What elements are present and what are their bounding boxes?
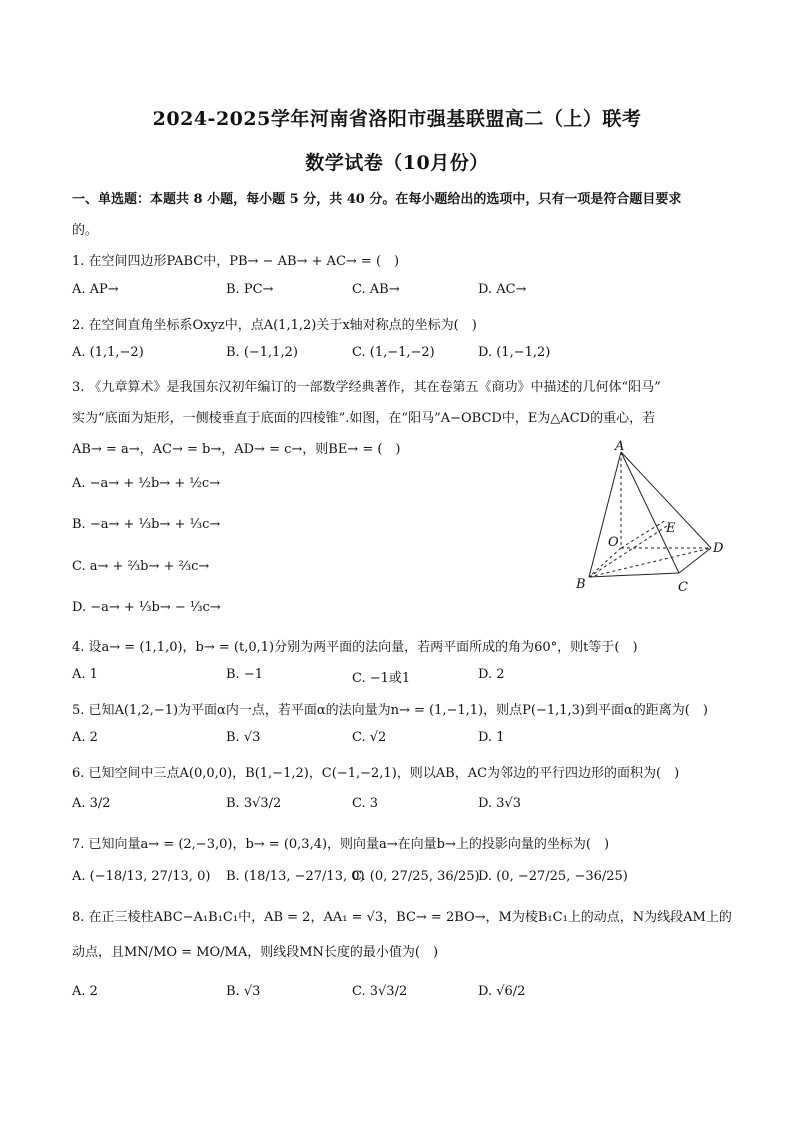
q3-stem-line1: 3. 《九章算术》是我国东汉初年编订的一部数学经典著作，其在卷第五《商功》中描述的几何体“阳马” xyxy=(72,380,661,395)
q4-option-b: B. −1 xyxy=(226,667,263,682)
q2-option-d: D. (1,−1,2) xyxy=(478,345,551,360)
q3-option-c: C. a→ + ⅔b→ + ⅔c→ xyxy=(72,559,210,574)
q4-option-d: D. 2 xyxy=(478,667,505,682)
q6-stem: 6. 已知空间中三点A(0,0,0)，B(1,−1,2)，C(−1,−2,1)，则以AB，AC为邻边的平行四边形的面积为( ) xyxy=(72,766,680,781)
label-a: A xyxy=(615,440,625,454)
q4-stem: 4. 设a→ = (1,1,0)，b→ = (t,0,1)分别为两平面的法向量，若两平面所成的角为60°，则t等于( ) xyxy=(72,640,638,655)
q5-option-b: B. √3 xyxy=(226,730,261,745)
q7-option-d: D. (0, −27/25, −36/25) xyxy=(478,869,628,884)
q6-option-b: B. 3√3/2 xyxy=(226,796,282,811)
q5-option-c: C. √2 xyxy=(352,730,387,745)
q8-option-a: A. 2 xyxy=(72,984,98,999)
pyramid-figure xyxy=(566,440,736,600)
q8-option-b: B. √3 xyxy=(226,984,261,999)
q7-option-b: B. (18/13, −27/13, 0) xyxy=(226,869,365,884)
q8-stem-line2: 动点，且MN/MO = MO/MA，则线段MN长度的最小值为( ) xyxy=(72,945,439,960)
q6-option-d: D. 3√3 xyxy=(478,796,522,811)
section-heading-cont: 的。 xyxy=(72,223,99,238)
q1-option-b: B. PC→ xyxy=(226,282,274,297)
q1-option-d: D. AC→ xyxy=(478,282,527,297)
q6-option-a: A. 3/2 xyxy=(72,796,111,811)
exam-subtitle: 数学试卷（10月份） xyxy=(305,152,489,174)
q1-stem: 1. 在空间四边形PABC中，PB→ − AB→ + AC→ = ( ) xyxy=(72,254,400,269)
label-d: D xyxy=(713,541,724,556)
q8-stem-line1: 8. 在正三棱柱ABC−A₁B₁C₁中，AB = 2，AA₁ = √3，BC→ = 2BO→，M为棱B₁C₁上的动点，N为线段AM上的 xyxy=(72,910,732,925)
q1-option-c: C. AB→ xyxy=(352,282,400,297)
q3-option-d: D. −a→ + ⅓b→ − ⅓c→ xyxy=(72,600,221,615)
q8-option-c: C. 3√3/2 xyxy=(352,984,408,999)
q7-option-c: C. (0, 27/25, 36/25) xyxy=(352,869,480,884)
section-heading: 一、单选题：本题共 8 小题，每小题 5 分，共 40 分。在每小题给出的选项中，只有一项是符合题目要求 xyxy=(72,192,682,207)
q2-option-c: C. (1,−1,−2) xyxy=(352,345,435,360)
q7-option-a: A. (−18/13, 27/13, 0) xyxy=(72,869,211,884)
q3-stem-line2: 实为“底面为矩形，一侧棱垂直于底面的四棱锥”.如图，在“阳马”A−OBCD中，E为△ACD的重心，若 xyxy=(72,411,656,426)
label-e: E xyxy=(666,521,676,536)
q7-stem: 7. 已知向量a→ = (2,−3,0)，b→ = (0,3,4)，则向量a→在向量b→上的投影向量的坐标为( ) xyxy=(72,837,610,852)
q1-option-a: A. AP→ xyxy=(72,282,119,297)
label-b: B xyxy=(576,577,586,592)
label-c: C xyxy=(678,580,688,595)
q2-option-b: B. (−1,1,2) xyxy=(226,345,298,360)
q2-stem: 2. 在空间直角坐标系Oxyz中，点A(1,1,2)关于x轴对称点的坐标为( ) xyxy=(72,318,477,333)
exam-title: 2024-2025学年河南省洛阳市强基联盟高二（上）联考 xyxy=(152,108,642,130)
q2-option-a: A. (1,1,−2) xyxy=(72,345,144,360)
q3-stem-line3: AB→ = a→，AC→ = b→，AD→ = c→，则BE→ = ( ) xyxy=(72,442,401,457)
q5-option-d: D. 1 xyxy=(478,730,505,745)
q6-option-c: C. 3 xyxy=(352,796,379,811)
q4-option-a: A. 1 xyxy=(72,667,98,682)
q3-option-a: A. −a→ + ½b→ + ½c→ xyxy=(72,476,221,491)
q4-option-c: C. −1或1 xyxy=(352,671,411,686)
q3-option-b: B. −a→ + ⅓b→ + ⅓c→ xyxy=(72,517,221,532)
q5-option-a: A. 2 xyxy=(72,730,98,745)
q5-stem: 5. 已知A(1,2,−1)为平面α内一点，若平面α的法向量为n→ = (1,−1,1)，则点P(−1,1,3)到平面α的距离为( ) xyxy=(72,703,708,718)
q8-option-d: D. √6/2 xyxy=(478,984,526,999)
label-o: O xyxy=(608,535,619,550)
